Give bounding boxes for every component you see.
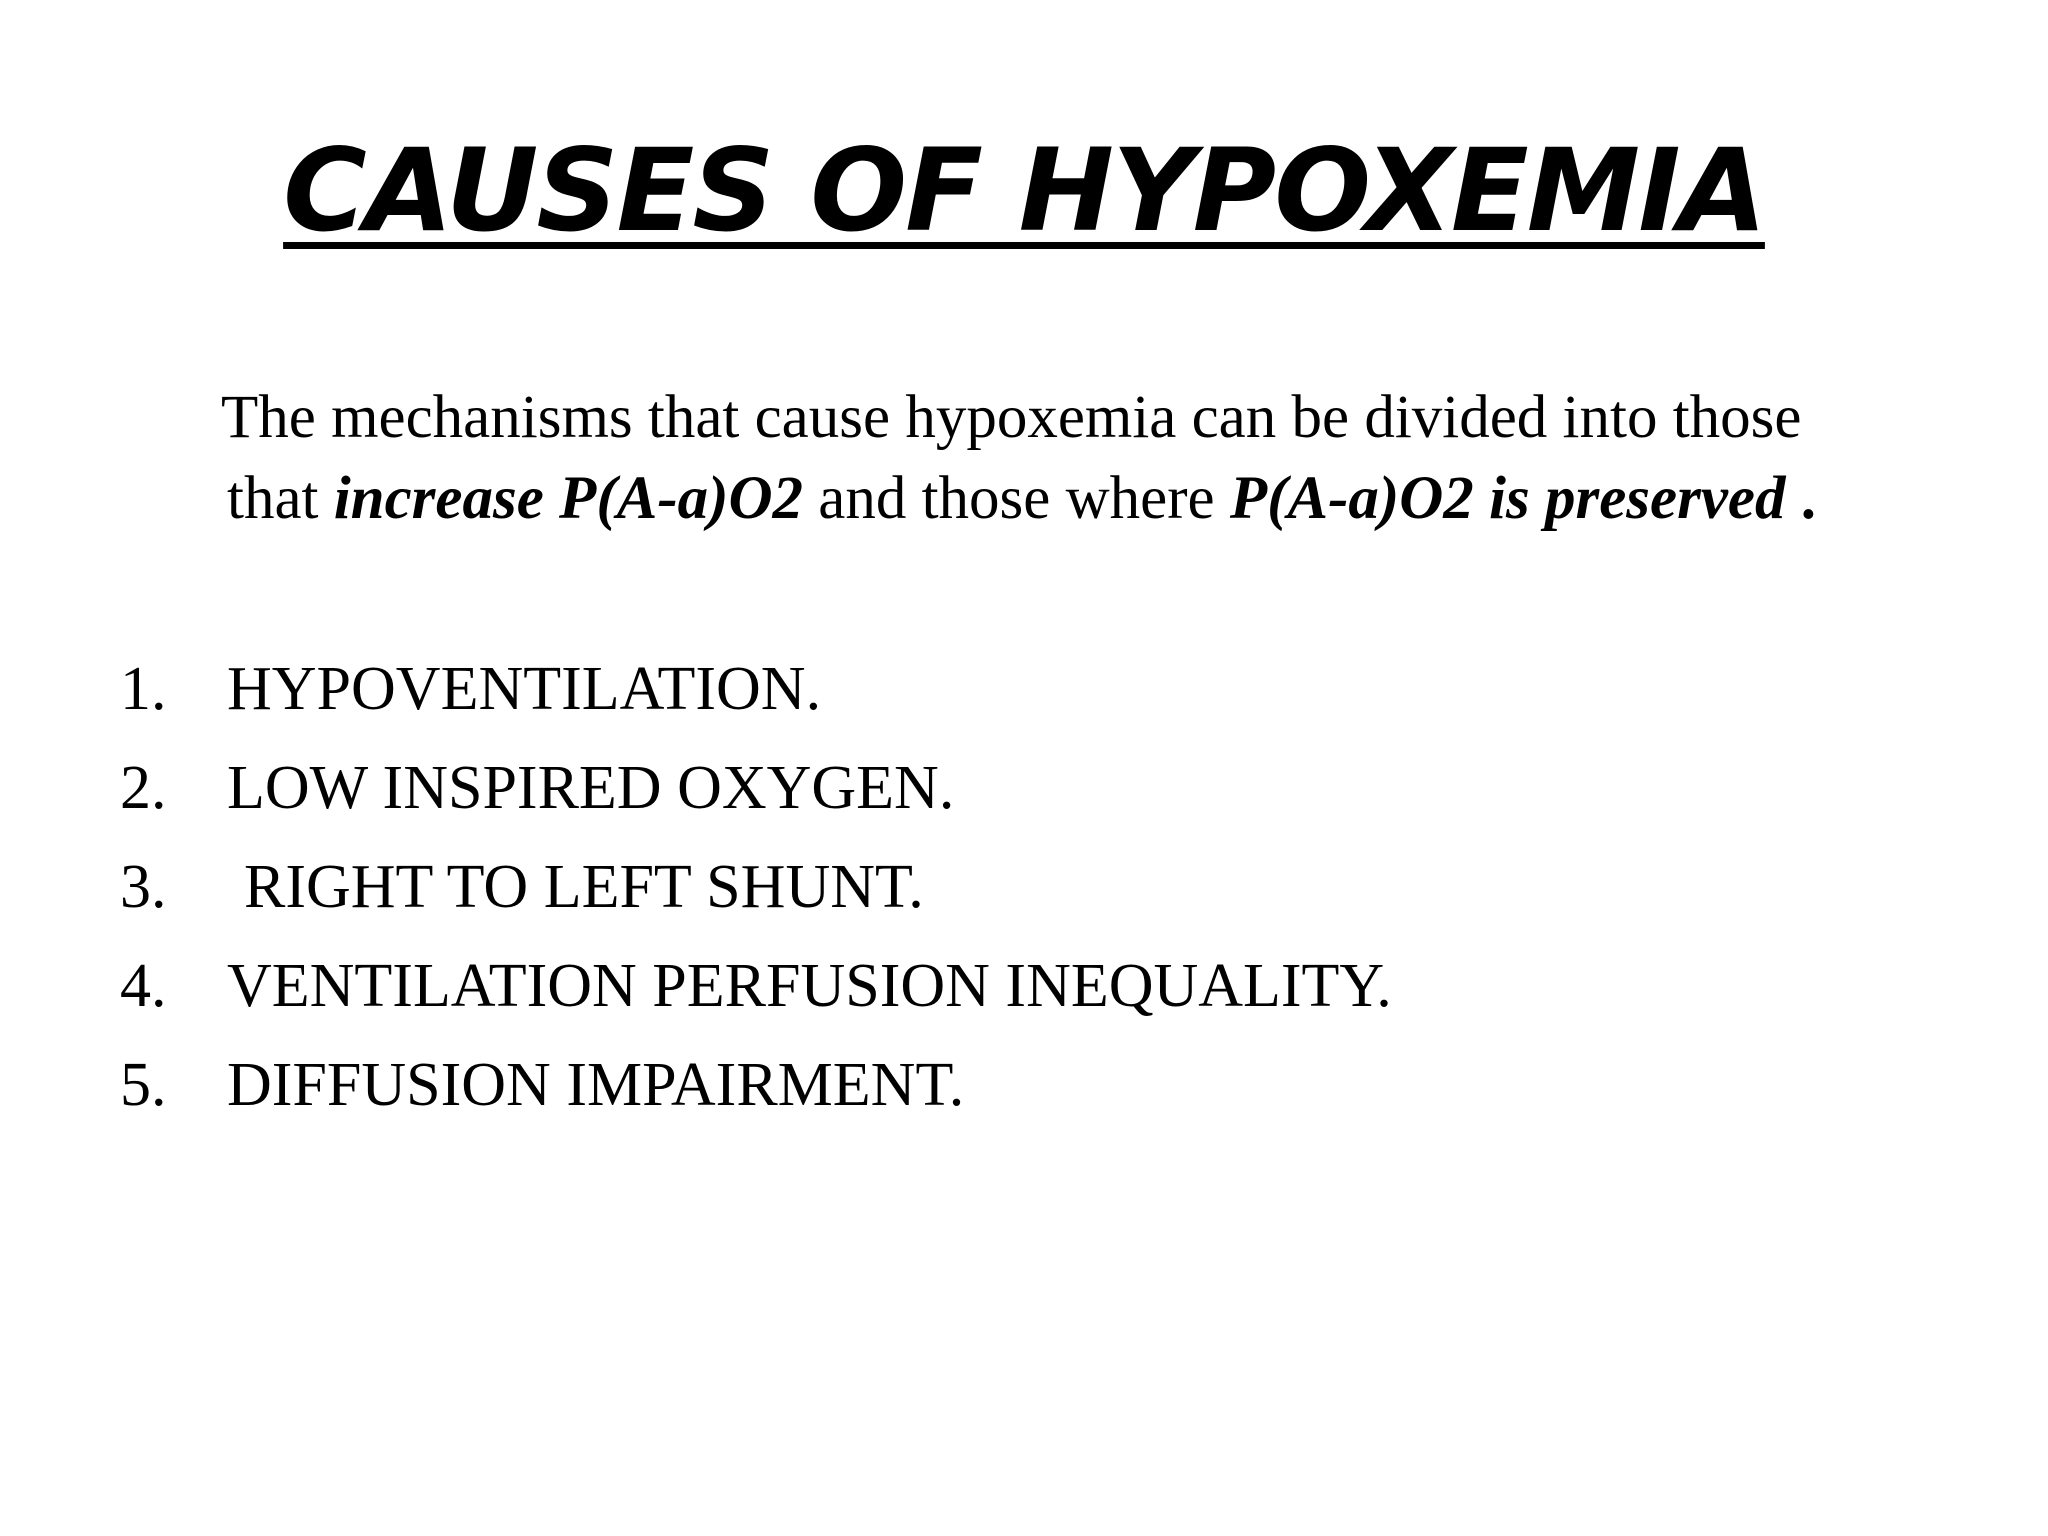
intro-text-part1: The mechanisms that cause hypoxemia can be divided into those that xyxy=(221,384,1802,532)
intro-text-part2: and those where xyxy=(803,465,1230,532)
list-item xyxy=(120,640,1920,739)
list-item-number: 5. xyxy=(120,1051,167,1119)
intro-paragraph xyxy=(215,377,1907,539)
list-item-label: DIFFUSION IMPAIRMENT. xyxy=(227,1051,965,1119)
list-item xyxy=(120,739,1920,838)
list-item-number: 4. xyxy=(120,952,167,1020)
slide-title xyxy=(0,124,2048,257)
list-item-label: LOW INSPIRED OXYGEN. xyxy=(227,754,955,822)
list-item-number: 2. xyxy=(120,754,167,822)
intro-emphasis-preserved: P(A-a)O2 is preserved xyxy=(1229,465,1786,532)
list-item-label: HYPOVENTILATION. xyxy=(227,655,822,723)
list-item xyxy=(120,937,1920,1036)
intro-end-period: . xyxy=(1785,465,1817,532)
list-item xyxy=(120,838,1920,937)
list-item xyxy=(120,1036,1920,1135)
list-item-number: 3. xyxy=(120,853,167,921)
intro-emphasis-increase: increase P(A-a)O2 xyxy=(333,465,803,532)
list-item-label: RIGHT TO LEFT SHUNT. xyxy=(244,853,924,921)
list-item-number: 1. xyxy=(120,655,167,723)
list-item-label: VENTILATION PERFUSION INEQUALITY. xyxy=(227,952,1392,1020)
causes-list xyxy=(120,640,1920,1135)
slide-title-text: CAUSES OF HYPOXEMIA xyxy=(283,124,1765,257)
